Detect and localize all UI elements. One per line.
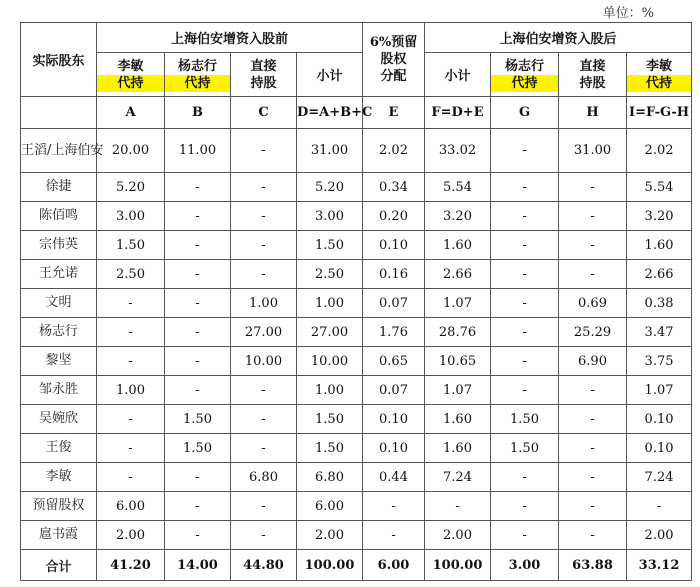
cell-h: 0.69 bbox=[559, 289, 627, 318]
cell-f: 1.07 bbox=[425, 376, 491, 405]
cell-i: 1.60 bbox=[627, 231, 692, 260]
table-row bbox=[21, 260, 692, 289]
cell-c: - bbox=[231, 202, 297, 231]
cell-h: 25.29 bbox=[559, 318, 627, 347]
table-row bbox=[21, 231, 692, 260]
cell-i: 2.02 bbox=[627, 129, 692, 173]
code-d: D=A+B+C bbox=[297, 97, 363, 129]
cell-b: 1.50 bbox=[165, 434, 231, 463]
cell-d: 27.00 bbox=[297, 318, 363, 347]
table-row bbox=[21, 347, 692, 376]
row-label-header: 实际股东 bbox=[21, 23, 97, 97]
cell-h: - bbox=[559, 173, 627, 202]
cell-h: - bbox=[559, 521, 627, 550]
cell-d: 1.50 bbox=[297, 405, 363, 434]
cell-d: 2.00 bbox=[297, 521, 363, 550]
cell-a: - bbox=[97, 289, 165, 318]
cell-b: - bbox=[165, 231, 231, 260]
shareholding-table bbox=[20, 22, 692, 581]
col-f-header: 小计 bbox=[425, 53, 491, 97]
cell-f: 1.07 bbox=[425, 289, 491, 318]
cell-h: - bbox=[559, 376, 627, 405]
header-code-row bbox=[21, 97, 692, 129]
cell-d: 6.80 bbox=[297, 463, 363, 492]
cell-a: - bbox=[97, 347, 165, 376]
cell-i: 0.10 bbox=[627, 405, 692, 434]
cell-h: 6.90 bbox=[559, 347, 627, 376]
code-empty-cell bbox=[21, 97, 97, 129]
cell-a: - bbox=[97, 405, 165, 434]
code-c: C bbox=[231, 97, 297, 129]
cell-a: 41.20 bbox=[97, 550, 165, 581]
code-e: E bbox=[363, 97, 425, 129]
cell-c: - bbox=[231, 129, 297, 173]
col-i-header: 李敏 代持 bbox=[627, 53, 692, 97]
cell-d: 2.50 bbox=[297, 260, 363, 289]
table-row bbox=[21, 129, 692, 173]
cell-b: 14.00 bbox=[165, 550, 231, 581]
cell-b: - bbox=[165, 521, 231, 550]
cell-b: - bbox=[165, 289, 231, 318]
cell-i: 3.47 bbox=[627, 318, 692, 347]
cell-g: - bbox=[491, 260, 559, 289]
cell-c: - bbox=[231, 434, 297, 463]
cell-b: - bbox=[165, 318, 231, 347]
cell-a: - bbox=[97, 434, 165, 463]
code-b: B bbox=[165, 97, 231, 129]
cell-e: 0.34 bbox=[363, 173, 425, 202]
shareholder-name: 陈佰鸣 bbox=[21, 202, 97, 231]
cell-g: - bbox=[491, 202, 559, 231]
cell-e: - bbox=[363, 521, 425, 550]
cell-a: 2.50 bbox=[97, 260, 165, 289]
cell-g: - bbox=[491, 173, 559, 202]
code-a: A bbox=[97, 97, 165, 129]
shareholder-name: 吴婉欣 bbox=[21, 405, 97, 434]
cell-i: 0.38 bbox=[627, 289, 692, 318]
cell-e: 2.02 bbox=[363, 129, 425, 173]
cell-b: - bbox=[165, 463, 231, 492]
cell-c: - bbox=[231, 260, 297, 289]
cell-h: - bbox=[559, 492, 627, 521]
cell-c: 1.00 bbox=[231, 289, 297, 318]
cell-a: 3.00 bbox=[97, 202, 165, 231]
code-i: I=F-G-H bbox=[627, 97, 692, 129]
cell-b: 1.50 bbox=[165, 405, 231, 434]
col-e-header: 6%预留 股权 分配 bbox=[363, 23, 425, 97]
cell-a: 2.00 bbox=[97, 521, 165, 550]
table-row bbox=[21, 521, 692, 550]
shareholder-name: 黎坚 bbox=[21, 347, 97, 376]
cell-i: 0.10 bbox=[627, 434, 692, 463]
shareholder-name: 杨志行 bbox=[21, 318, 97, 347]
cell-i: 33.12 bbox=[627, 550, 692, 581]
code-g: G bbox=[491, 97, 559, 129]
cell-f: 1.60 bbox=[425, 434, 491, 463]
table-row bbox=[21, 202, 692, 231]
cell-d: 1.00 bbox=[297, 289, 363, 318]
cell-i: 3.75 bbox=[627, 347, 692, 376]
unit-label: 单位：% bbox=[602, 6, 654, 21]
col-h-header: 直接 持股 bbox=[559, 53, 627, 97]
cell-f: 7.24 bbox=[425, 463, 491, 492]
table-body bbox=[21, 129, 692, 581]
cell-i: 5.54 bbox=[627, 173, 692, 202]
shareholder-name: 王允诺 bbox=[21, 260, 97, 289]
proxy-highlight: 代持 bbox=[491, 75, 558, 92]
cell-c: - bbox=[231, 376, 297, 405]
cell-a: 20.00 bbox=[97, 129, 165, 173]
cell-h: - bbox=[559, 260, 627, 289]
shareholder-name: 文明 bbox=[21, 289, 97, 318]
col-b-header: 杨志行 代持 bbox=[165, 53, 231, 97]
table-row bbox=[21, 173, 692, 202]
cell-c: - bbox=[231, 492, 297, 521]
shareholder-name: 预留股权 bbox=[21, 492, 97, 521]
cell-c: - bbox=[231, 521, 297, 550]
cell-i: 1.07 bbox=[627, 376, 692, 405]
cell-h: 63.88 bbox=[559, 550, 627, 581]
cell-e: 1.76 bbox=[363, 318, 425, 347]
cell-d: 1.50 bbox=[297, 434, 363, 463]
col-g-header: 杨志行 代持 bbox=[491, 53, 559, 97]
cell-e: 0.16 bbox=[363, 260, 425, 289]
cell-g: - bbox=[491, 129, 559, 173]
cell-e: 0.20 bbox=[363, 202, 425, 231]
cell-i: 7.24 bbox=[627, 463, 692, 492]
total-label: 合计 bbox=[21, 550, 97, 581]
col-c-header: 直接 持股 bbox=[231, 53, 297, 97]
shareholder-name: 宗伟英 bbox=[21, 231, 97, 260]
cell-c: 44.80 bbox=[231, 550, 297, 581]
cell-d: 1.00 bbox=[297, 376, 363, 405]
cell-d: 5.20 bbox=[297, 173, 363, 202]
cell-d: 6.00 bbox=[297, 492, 363, 521]
col-a-header: 李敏 代持 bbox=[97, 53, 165, 97]
cell-f: 1.60 bbox=[425, 405, 491, 434]
table-row bbox=[21, 318, 692, 347]
cell-c: - bbox=[231, 405, 297, 434]
cell-d: 31.00 bbox=[297, 129, 363, 173]
cell-e: 0.65 bbox=[363, 347, 425, 376]
cell-h: 31.00 bbox=[559, 129, 627, 173]
cell-h: - bbox=[559, 405, 627, 434]
cell-g: - bbox=[491, 231, 559, 260]
cell-d: 10.00 bbox=[297, 347, 363, 376]
col-d-header: 小计 bbox=[297, 53, 363, 97]
header-subcol-row bbox=[21, 53, 692, 97]
cell-e: 0.44 bbox=[363, 463, 425, 492]
group-before-header: 上海伯安增资入股前 bbox=[97, 23, 363, 53]
cell-c: 10.00 bbox=[231, 347, 297, 376]
cell-e: 0.07 bbox=[363, 376, 425, 405]
cell-e: 0.10 bbox=[363, 405, 425, 434]
cell-a: 1.50 bbox=[97, 231, 165, 260]
cell-i: 3.20 bbox=[627, 202, 692, 231]
cell-b: - bbox=[165, 202, 231, 231]
cell-g: - bbox=[491, 376, 559, 405]
table-row bbox=[21, 289, 692, 318]
cell-c: - bbox=[231, 173, 297, 202]
cell-e: - bbox=[363, 492, 425, 521]
code-h: H bbox=[559, 97, 627, 129]
cell-f: 10.65 bbox=[425, 347, 491, 376]
cell-a: - bbox=[97, 318, 165, 347]
cell-d: 1.50 bbox=[297, 231, 363, 260]
cell-f: - bbox=[425, 492, 491, 521]
cell-f: 5.54 bbox=[425, 173, 491, 202]
cell-g: 1.50 bbox=[491, 434, 559, 463]
cell-a: 1.00 bbox=[97, 376, 165, 405]
proxy-highlight: 代持 bbox=[97, 75, 164, 92]
table-row bbox=[21, 434, 692, 463]
cell-e: 0.10 bbox=[363, 231, 425, 260]
shareholder-name: 邹永胜 bbox=[21, 376, 97, 405]
footnote-cutoff bbox=[20, 578, 691, 587]
group-after-header: 上海伯安增资入股后 bbox=[425, 23, 692, 53]
cell-i: - bbox=[627, 492, 692, 521]
cell-a: - bbox=[97, 463, 165, 492]
cell-f: 3.20 bbox=[425, 202, 491, 231]
cell-b: 11.00 bbox=[165, 129, 231, 173]
cell-f: 33.02 bbox=[425, 129, 491, 173]
shareholder-name: 徐捷 bbox=[21, 173, 97, 202]
table-row bbox=[21, 463, 692, 492]
cell-b: - bbox=[165, 376, 231, 405]
shareholder-name: 扈书霞 bbox=[21, 521, 97, 550]
cell-f: 100.00 bbox=[425, 550, 491, 581]
cell-g: - bbox=[491, 347, 559, 376]
shareholder-name: 李敏 bbox=[21, 463, 97, 492]
cell-g: - bbox=[491, 521, 559, 550]
table-row bbox=[21, 405, 692, 434]
cell-b: - bbox=[165, 347, 231, 376]
cell-g: - bbox=[491, 318, 559, 347]
cell-b: - bbox=[165, 492, 231, 521]
cell-c: 27.00 bbox=[231, 318, 297, 347]
proxy-highlight: 代持 bbox=[165, 75, 230, 92]
cell-c: 6.80 bbox=[231, 463, 297, 492]
cell-g: 1.50 bbox=[491, 405, 559, 434]
cell-e: 0.10 bbox=[363, 434, 425, 463]
cell-a: 6.00 bbox=[97, 492, 165, 521]
total-row bbox=[21, 550, 692, 581]
cell-e: 6.00 bbox=[363, 550, 425, 581]
cell-f: 2.00 bbox=[425, 521, 491, 550]
cell-e: 0.07 bbox=[363, 289, 425, 318]
header-group-row bbox=[21, 23, 692, 53]
cell-d: 3.00 bbox=[297, 202, 363, 231]
cell-a: 5.20 bbox=[97, 173, 165, 202]
proxy-highlight: 代持 bbox=[627, 75, 691, 92]
cell-g: - bbox=[491, 289, 559, 318]
cell-g: - bbox=[491, 463, 559, 492]
cell-h: - bbox=[559, 202, 627, 231]
cell-i: 2.66 bbox=[627, 260, 692, 289]
cell-g: - bbox=[491, 492, 559, 521]
cell-h: - bbox=[559, 463, 627, 492]
cell-d: 100.00 bbox=[297, 550, 363, 581]
cell-f: 2.66 bbox=[425, 260, 491, 289]
cell-b: - bbox=[165, 173, 231, 202]
cell-h: - bbox=[559, 231, 627, 260]
cell-g: 3.00 bbox=[491, 550, 559, 581]
cell-i: 2.00 bbox=[627, 521, 692, 550]
cell-b: - bbox=[165, 260, 231, 289]
code-f: F=D+E bbox=[425, 97, 491, 129]
shareholder-name: 王俊 bbox=[21, 434, 97, 463]
cell-f: 1.60 bbox=[425, 231, 491, 260]
cell-f: 28.76 bbox=[425, 318, 491, 347]
cell-c: - bbox=[231, 231, 297, 260]
shareholder-name: 王滔/上海伯安 bbox=[21, 129, 97, 173]
table-row bbox=[21, 492, 692, 521]
table-row bbox=[21, 376, 692, 405]
cell-h: - bbox=[559, 434, 627, 463]
